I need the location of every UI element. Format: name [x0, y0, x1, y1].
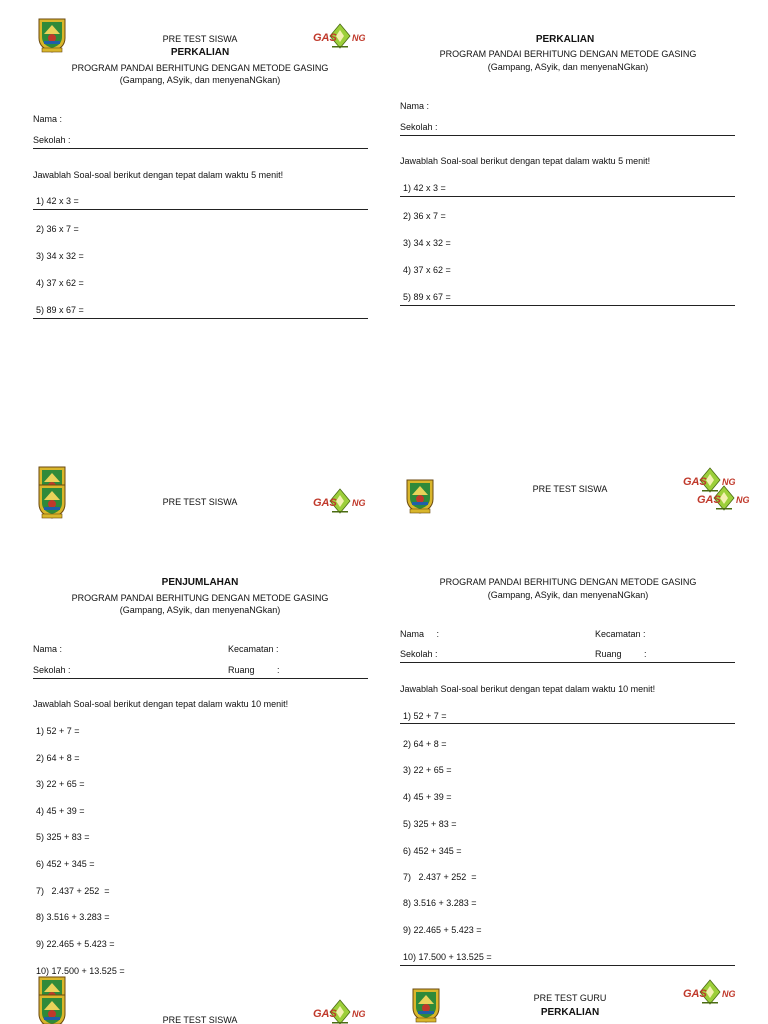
question-item: 1) 42 x 3 =	[36, 196, 79, 206]
nama-label: Nama :	[400, 629, 440, 639]
quiz-title: PERKALIAN	[540, 1007, 600, 1018]
program-subtitle: (Gampang, ASyik, dan menyenaNGkan)	[119, 75, 281, 85]
question-item: 1) 52 + 7 =	[403, 711, 447, 721]
instruction: Jawablah Soal-soal berikut dengan tepat dalam waktu 10 menit!	[400, 684, 656, 694]
question-item: 7) 2.437 + 252 =	[36, 886, 110, 896]
instruction: Jawablah Soal-soal berikut dengan tepat dalam waktu 5 menit!	[400, 156, 651, 166]
question-item: 1) 52 + 7 =	[36, 726, 80, 736]
header-label: PRE TEST SISWA	[162, 34, 238, 44]
divider	[33, 678, 368, 679]
gasing-logo-icon	[310, 22, 370, 50]
gasing-logo-icon	[310, 998, 370, 1024]
kecamatan-label: Kecamatan :	[595, 629, 646, 639]
program-name: PROGRAM PANDAI BERHITUNG DENGAN METODE GASING	[439, 49, 697, 59]
answer-line	[400, 305, 735, 306]
regency-emblem-icon	[410, 986, 442, 1024]
nama-label: Nama :	[400, 101, 430, 111]
question-item: 4) 45 + 39 =	[403, 792, 452, 802]
question-item: 3) 34 x 32 =	[36, 251, 84, 261]
question-item: 2) 64 + 8 =	[36, 753, 80, 763]
sekolah-label: Sekolah :	[33, 135, 71, 145]
gasing-logo-icon	[694, 484, 754, 512]
ruang-label: Ruang :	[228, 665, 280, 675]
question-item: 4) 45 + 39 =	[36, 806, 85, 816]
question-item: 7) 2.437 + 252 =	[403, 872, 477, 882]
instruction: Jawablah Soal-soal berikut dengan tepat dalam waktu 10 menit!	[33, 699, 289, 709]
sekolah-label: Sekolah :	[400, 122, 438, 132]
question-item: 5) 89 x 67 =	[36, 305, 84, 315]
kecamatan-label: Kecamatan :	[228, 644, 279, 654]
program-name: PROGRAM PANDAI BERHITUNG DENGAN METODE GASING	[71, 593, 329, 603]
question-item: 5) 325 + 83 =	[36, 832, 90, 842]
program-name: PROGRAM PANDAI BERHITUNG DENGAN METODE GASING	[71, 63, 329, 73]
question-item: 9) 22.465 + 5.423 =	[403, 925, 482, 935]
header-label: PRE TEST SISWA	[162, 497, 238, 507]
quiz-title: PENJUMLAHAN	[161, 577, 239, 588]
answer-line	[400, 723, 735, 724]
divider	[33, 148, 368, 149]
program-subtitle: (Gampang, ASyik, dan menyenaNGkan)	[487, 62, 649, 72]
gasing-logo-icon	[680, 978, 740, 1006]
gasing-logo-icon	[310, 487, 370, 515]
header-label: PRE TEST SISWA	[162, 1015, 238, 1024]
ruang-label: Ruang :	[595, 649, 647, 659]
regency-emblem-icon	[36, 482, 68, 520]
question-item: 4) 37 x 62 =	[36, 278, 84, 288]
question-item: 8) 3.516 + 3.283 =	[36, 912, 110, 922]
program-subtitle: (Gampang, ASyik, dan menyenaNGkan)	[487, 590, 649, 600]
question-item: 3) 34 x 32 =	[403, 238, 451, 248]
answer-line	[400, 196, 735, 197]
nama-label: Nama :	[33, 644, 63, 654]
question-item: 10) 17.500 + 13.525 =	[36, 966, 125, 976]
program-name: PROGRAM PANDAI BERHITUNG DENGAN METODE GASING	[439, 577, 697, 587]
question-item: 6) 452 + 345 =	[403, 846, 462, 856]
question-item: 10) 17.500 + 13.525 =	[403, 952, 492, 962]
answer-line	[33, 209, 368, 210]
divider	[400, 135, 735, 136]
question-item: 4) 37 x 62 =	[403, 265, 451, 275]
instruction: Jawablah Soal-soal berikut dengan tepat dalam waktu 5 menit!	[33, 170, 284, 180]
header-label: PRE TEST SISWA	[532, 484, 608, 494]
quiz-title: PERKALIAN	[170, 47, 230, 58]
question-item: 5) 325 + 83 =	[403, 819, 457, 829]
question-item: 9) 22.465 + 5.423 =	[36, 939, 115, 949]
nama-label: Nama :	[33, 114, 63, 124]
regency-emblem-icon	[404, 477, 436, 515]
quiz-title: PERKALIAN	[535, 34, 595, 45]
question-item: 2) 36 x 7 =	[36, 224, 79, 234]
sekolah-label: Sekolah :	[400, 649, 438, 659]
question-item: 2) 64 + 8 =	[403, 739, 447, 749]
header-label: PRE TEST GURU	[533, 993, 607, 1003]
question-item: 2) 36 x 7 =	[403, 211, 446, 221]
regency-emblem-icon	[36, 992, 68, 1024]
divider	[400, 662, 735, 663]
answer-line	[400, 965, 735, 966]
question-item: 1) 42 x 3 =	[403, 183, 446, 193]
question-item: 5) 89 x 67 =	[403, 292, 451, 302]
sekolah-label: Sekolah :	[33, 665, 71, 675]
answer-line	[33, 318, 368, 319]
regency-emblem-icon	[36, 16, 68, 54]
question-item: 6) 452 + 345 =	[36, 859, 95, 869]
question-item: 3) 22 + 65 =	[36, 779, 85, 789]
program-subtitle: (Gampang, ASyik, dan menyenaNGkan)	[119, 605, 281, 615]
question-item: 8) 3.516 + 3.283 =	[403, 898, 477, 908]
question-item: 3) 22 + 65 =	[403, 765, 452, 775]
